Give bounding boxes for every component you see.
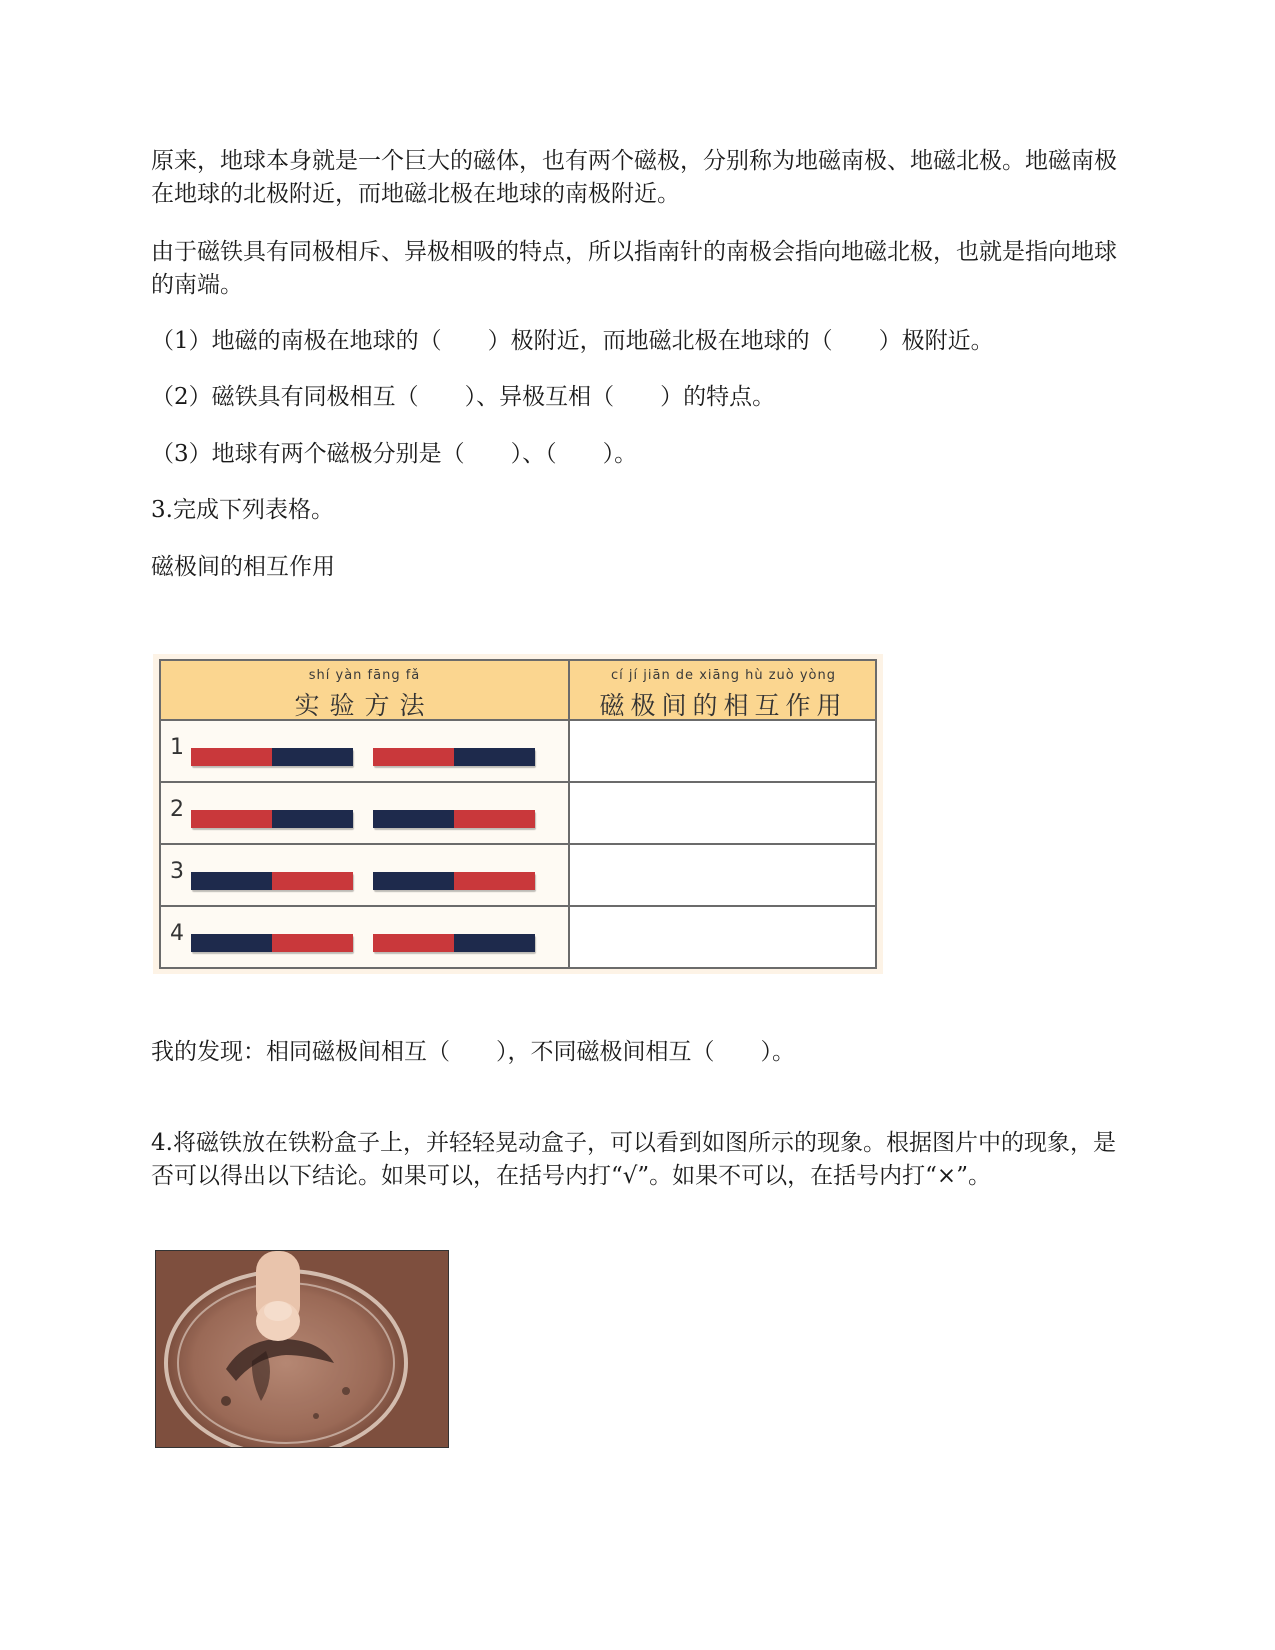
header-interaction-pinyin: cí jí jiān de xiāng hù zuò yòng [611, 668, 836, 683]
header-interaction [570, 661, 877, 719]
red-pole [272, 934, 353, 952]
red-pole [272, 872, 353, 890]
paragraph-earth-magnet: 原来，地球本身就是一个巨大的磁体，也有两个磁极，分别称为地磁南极、地磁北极。地磁南极在地球的北极附近，而地磁北极在地球的南极附近。 [151, 148, 1117, 207]
question-2: （2）磁铁具有同极相互（ ）、异极互相（ ）的特点。 [151, 384, 776, 410]
table-row [159, 845, 877, 907]
header-interaction-label: 磁极间的相互作用 [599, 691, 848, 720]
right-magnet [373, 810, 535, 828]
header-method-label: 实验方法 [294, 691, 435, 720]
red-pole [191, 810, 272, 828]
section-4-text: 4.将磁铁放在铁粉盒子上，并轻轻晃动盒子，可以看到如图所示的现象。根据图片中的现象，是否可以得出以下结论。如果可以，在括号内打“√”。如果不可以，在括号内打“×”。 [151, 1130, 1116, 1189]
left-magnet [191, 934, 353, 952]
row-number: 3 [170, 859, 184, 884]
right-magnet [373, 934, 535, 952]
table-header [159, 659, 877, 721]
navy-pole [191, 934, 272, 952]
iron-filings-illustration [156, 1251, 448, 1447]
left-magnet [191, 872, 353, 890]
left-magnet [191, 748, 353, 766]
navy-pole [272, 810, 353, 828]
red-pole [454, 810, 535, 828]
navy-pole [272, 748, 353, 766]
navy-pole [373, 810, 454, 828]
finding-sentence: 我的发现：相同磁极间相互（ ），不同磁极间相互（ ）。 [151, 1039, 795, 1065]
navy-pole [454, 748, 535, 766]
table-row [159, 783, 877, 845]
row-number: 4 [170, 921, 184, 946]
red-pole [373, 748, 454, 766]
method-cell [161, 907, 570, 967]
navy-pole [191, 872, 272, 890]
question-1: （1）地磁的南极在地球的（ ）极附近，而地磁北极在地球的（ ）极附近。 [151, 328, 994, 354]
header-method-pinyin: shí yàn fāng fǎ [308, 668, 421, 683]
navy-pole [373, 872, 454, 890]
method-cell [161, 845, 570, 905]
navy-pole [454, 934, 535, 952]
red-pole [191, 748, 272, 766]
section-3-subtitle: 磁极间的相互作用 [151, 554, 335, 580]
row-number: 2 [170, 797, 184, 822]
magnet-interaction-table [153, 654, 883, 974]
method-cell [161, 783, 570, 843]
header-method [161, 661, 568, 719]
table-row [159, 721, 877, 783]
right-magnet [373, 872, 535, 890]
method-cell [161, 721, 570, 781]
red-pole [373, 934, 454, 952]
row-number: 1 [170, 735, 184, 760]
red-pole [454, 872, 535, 890]
table-row [159, 907, 877, 969]
right-magnet [373, 748, 535, 766]
paragraph-compass: 由于磁铁具有同极相斥、异极相吸的特点，所以指南针的南极会指向地磁北极，也就是指向地球的南端。 [151, 239, 1117, 298]
left-magnet [191, 810, 353, 828]
section-3-title: 3.完成下列表格。 [151, 497, 334, 523]
iron-filings-photo [155, 1250, 449, 1448]
question-3: （3）地球有两个磁极分别是（ ）、（ ）。 [151, 441, 638, 467]
